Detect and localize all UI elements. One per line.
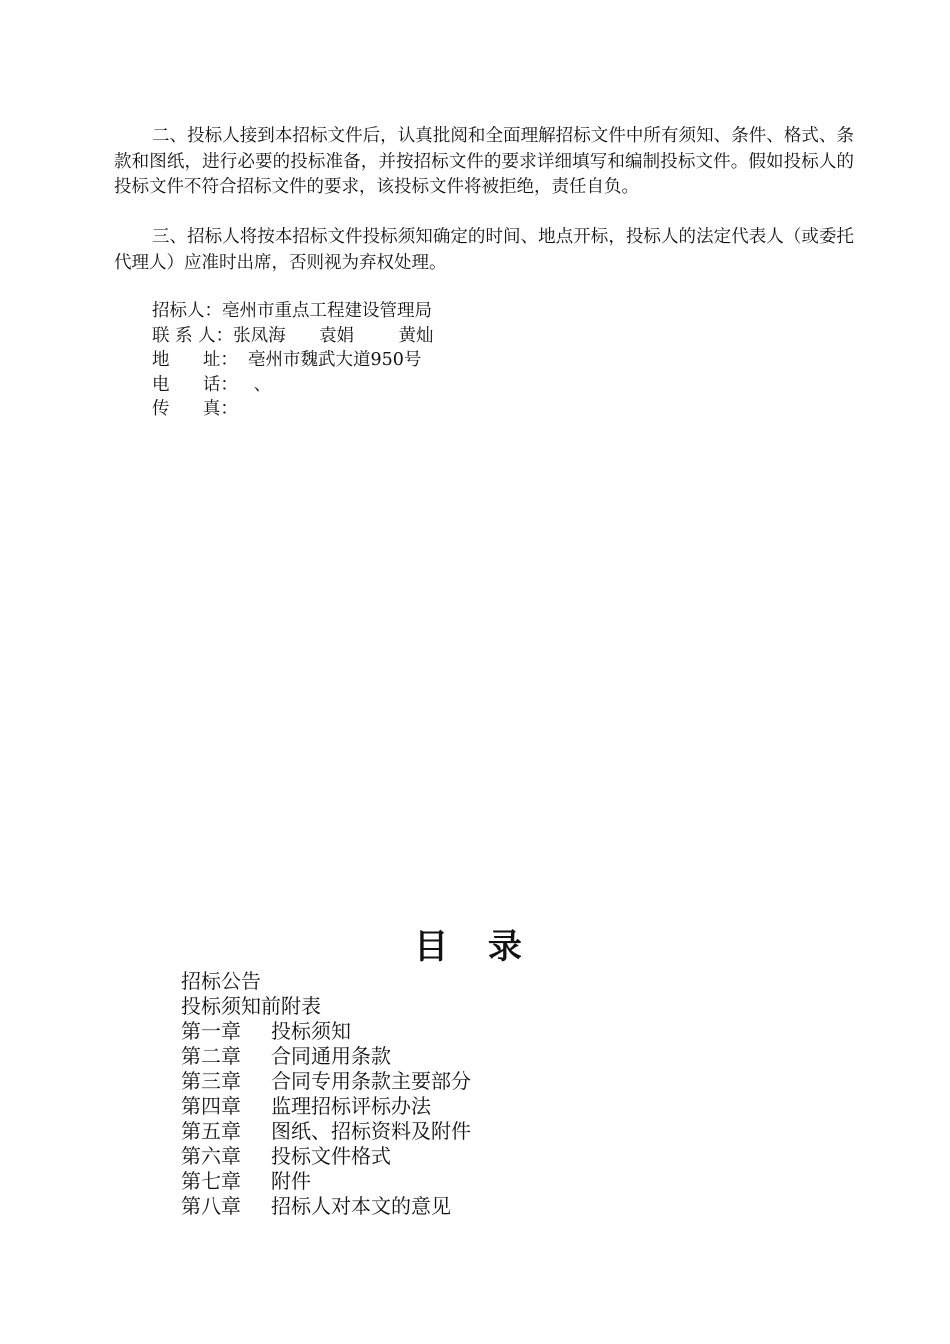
- notice-paragraph-2: 二、投标人接到本招标文件后，认真批阅和全面理解招标文件中所有须知、条件、格式、条款和图纸，进行必要的投标准备，并按招标文件的要求详细填写和编制投标文件。假如投标人的投标文件不符合招标文件的要求，该投标文件将被拒绝，责任自负。: [114, 126, 854, 197]
- toc-list: [181, 969, 471, 1219]
- toc-item[interactable]: [181, 1119, 471, 1144]
- phone-line: [152, 373, 434, 398]
- contact-person-label: 联 系 人：: [152, 325, 234, 346]
- toc-item[interactable]: [181, 1019, 471, 1044]
- fax-label: 传 真：: [152, 399, 238, 419]
- address-line: [152, 348, 434, 373]
- toc-item-chapter: 第一章: [181, 1019, 241, 1043]
- toc-item-name: 图纸、招标资料及附件: [271, 1119, 471, 1143]
- toc-item[interactable]: [181, 1169, 471, 1194]
- address-value: 亳州市魏武大道950号: [248, 350, 422, 370]
- toc-item-chapter: 招标公告: [181, 969, 261, 993]
- toc-item-chapter: 第七章: [181, 1169, 241, 1193]
- toc-item-name: 投标文件格式: [271, 1144, 391, 1168]
- toc-item-name: 招标人对本文的意见: [271, 1194, 451, 1218]
- toc-item-name: 合同专用条款主要部分: [271, 1069, 471, 1093]
- phone-value: 、: [248, 374, 272, 395]
- contact-person-value: 张凤海 袁娟 黄灿: [233, 325, 434, 346]
- toc-item-chapter: 第五章: [181, 1119, 241, 1143]
- toc-item[interactable]: [181, 1094, 471, 1119]
- toc-item[interactable]: [181, 969, 471, 994]
- contact-person-line: [152, 324, 434, 349]
- toc-item-chapter: 投标须知前附表: [181, 994, 321, 1018]
- toc-item-chapter: 第二章: [181, 1044, 241, 1068]
- toc-item-chapter: 第四章: [181, 1094, 241, 1118]
- toc-item-name: 投标须知: [271, 1019, 351, 1043]
- tenderer-text: 招标人：亳州市重点工程建设管理局: [152, 301, 432, 321]
- fax-line: [152, 397, 434, 422]
- toc-item-chapter: 第三章: [181, 1069, 241, 1093]
- toc-item[interactable]: [181, 1194, 471, 1219]
- toc-item[interactable]: [181, 1144, 471, 1169]
- contact-block: [152, 299, 434, 422]
- tenderer-line: [152, 299, 434, 324]
- toc-item[interactable]: [181, 994, 471, 1019]
- toc-item-name: 监理招标评标办法: [271, 1094, 431, 1118]
- notice-paragraph-3: 三、招标人将按本招标文件投标须知确定的时间、地点开标，投标人的法定代表人（或委托代理人）应准时出席，否则视为弃权处理。: [114, 227, 854, 273]
- toc-item-name: 合同通用条款: [271, 1044, 391, 1068]
- toc-title: 目 录: [414, 927, 536, 967]
- toc-item-chapter: 第六章: [181, 1144, 241, 1168]
- toc-item-name: 附件: [271, 1169, 311, 1193]
- address-label: 地 址：: [152, 350, 238, 370]
- toc-item[interactable]: [181, 1044, 471, 1069]
- toc-item-chapter: 第八章: [181, 1194, 241, 1218]
- phone-label: 电 话：: [152, 374, 238, 395]
- toc-item[interactable]: [181, 1069, 471, 1094]
